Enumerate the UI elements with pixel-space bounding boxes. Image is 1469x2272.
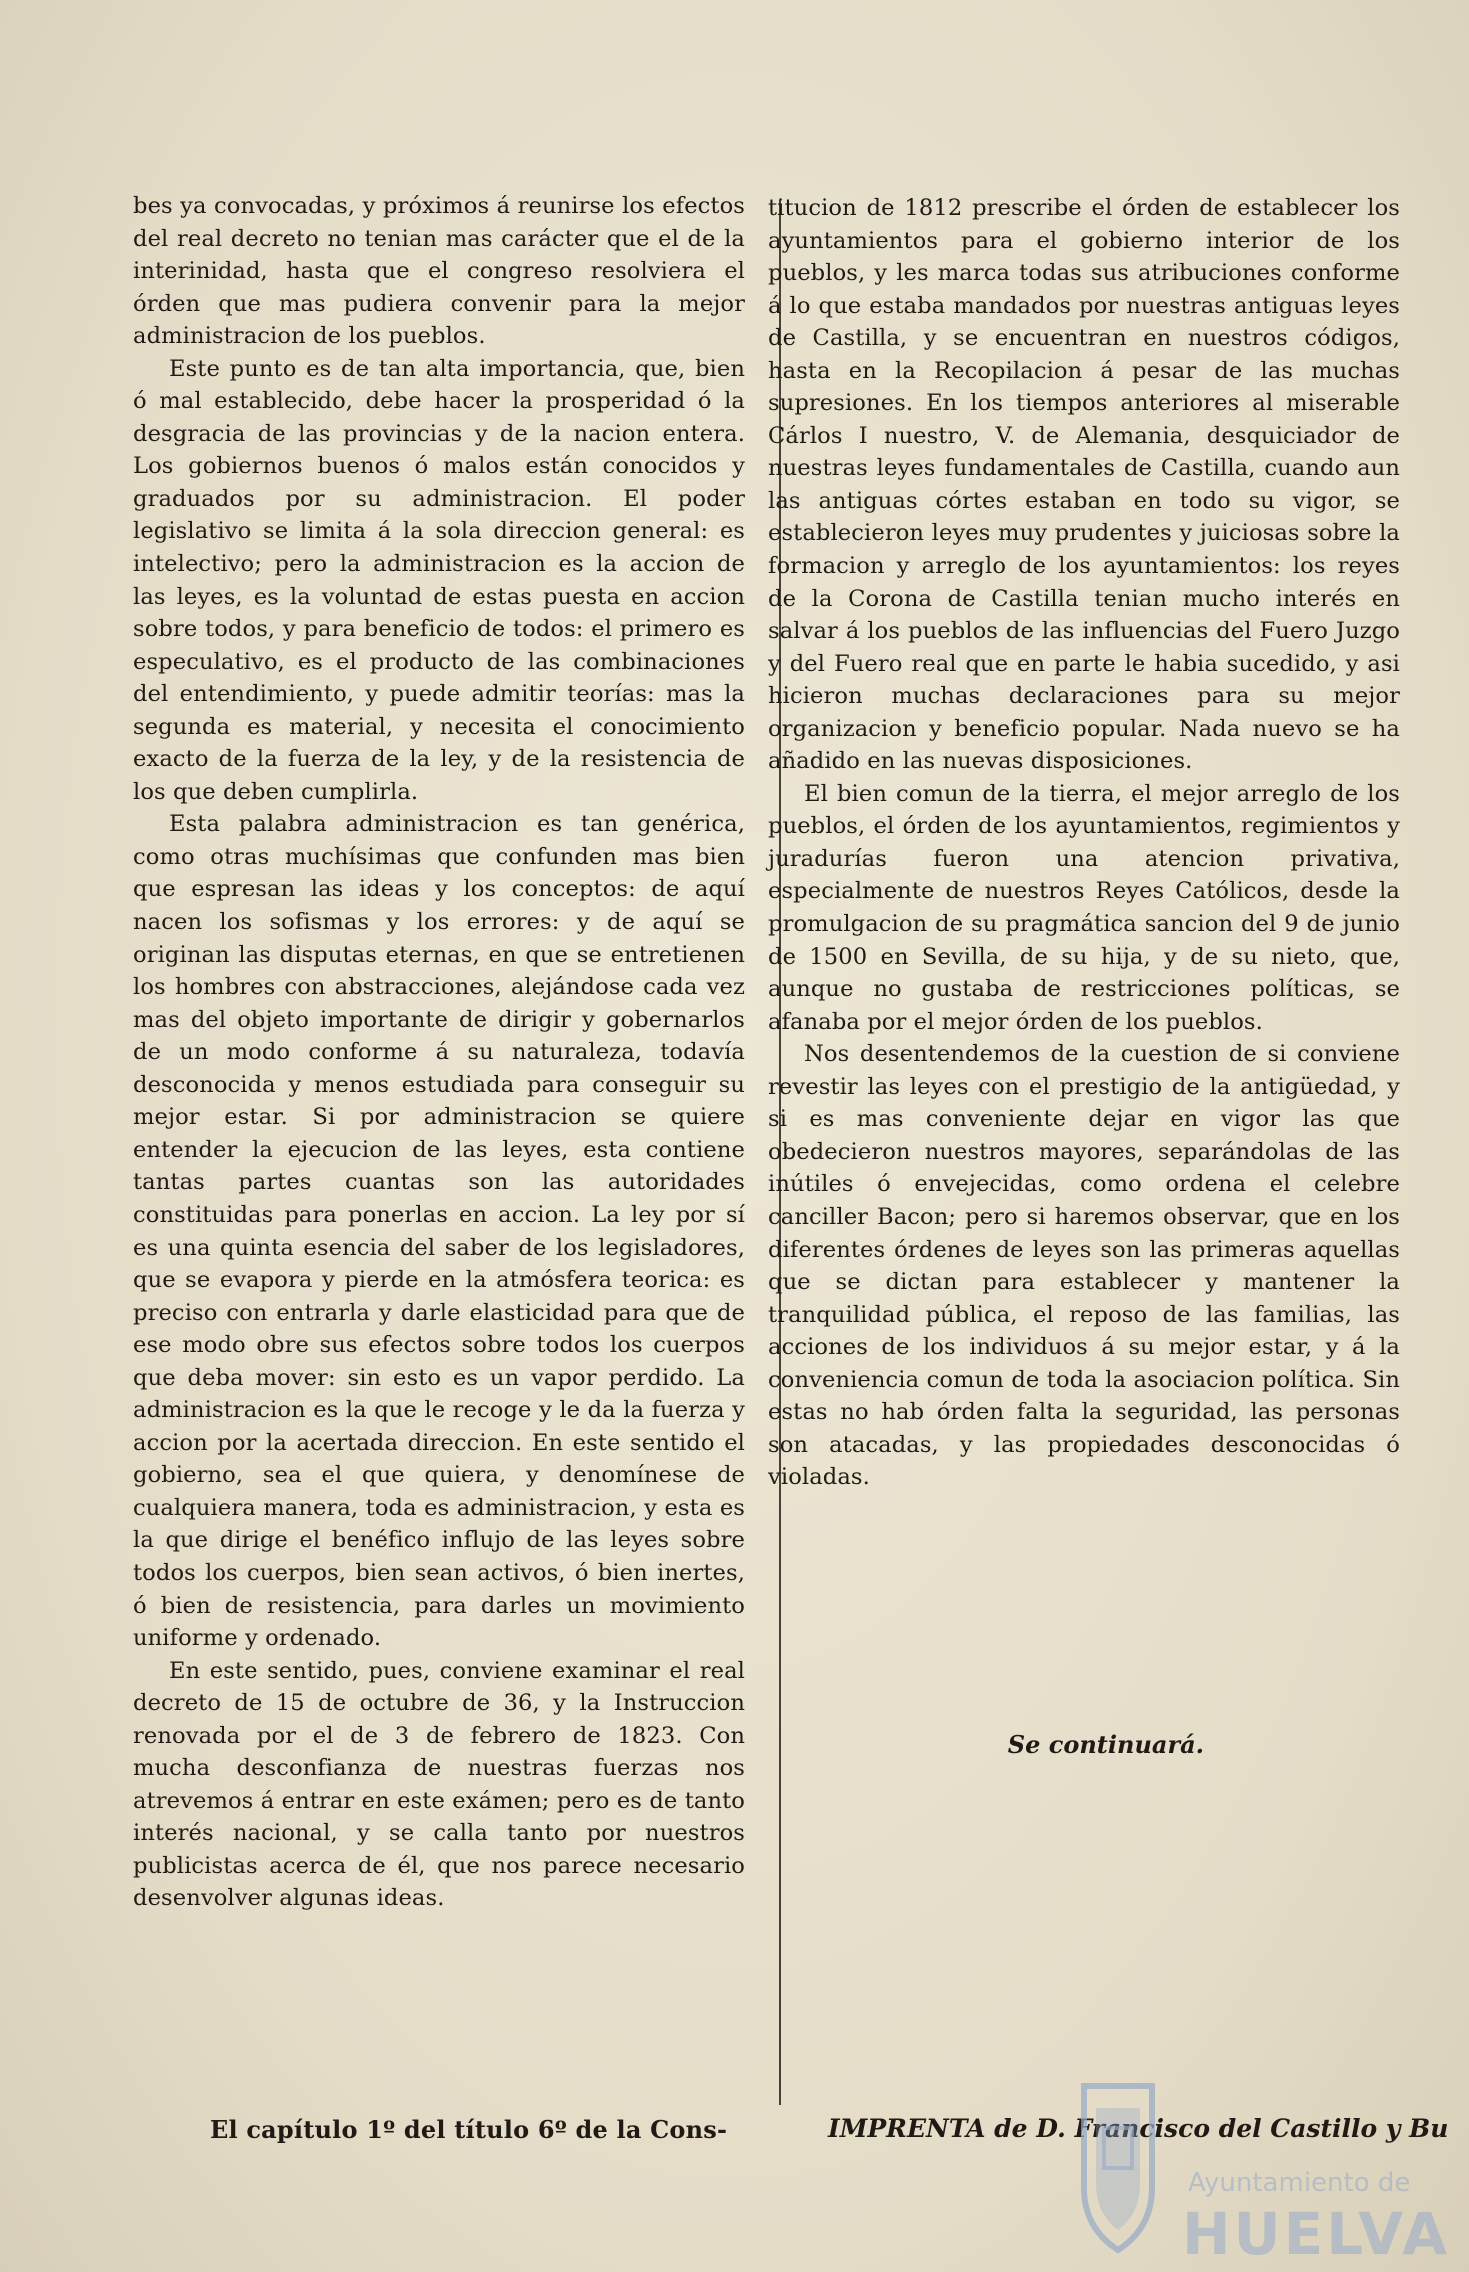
paragraph: Nos desentendemos de la cuestion de si conviene revestir las leyes con el prestigio de la antigüedad, y si es mas conveniente dejar en vigor las que obedecieron nuestros mayores, separándolas de las inútiles ó envejecidas, como ordena el celebre canciller Bacon; pero si haremos observar, que en los diferentes órdenes de leyes son las primeras aquellas que se dictan para establecer y mantener la tranquilidad pública, el reposo de las familias, las acciones de los individuos á su mejor estar, y á la conveniencia comun de toda la asociacion política. Sin estas no hab órden falta la seguridad, las personas son atacadas, y las propiedades desconocidas ó violadas. [768, 1041, 1400, 1491]
continuation-note: Se continuará. [1007, 1730, 1204, 1759]
left-column [133, 190, 745, 1915]
library-watermark [1062, 2078, 1451, 2268]
left-column-tail: El capítulo 1º del título 6º de la Cons- [210, 2115, 728, 2144]
paragraph: titucion de 1812 prescribe el órden de establecer los ayuntamientos para el gobierno interior de los pueblos, y les marca todas sus atribuciones conforme á lo que estaba mandados por nuestras antiguas leyes de Castilla, y se encuentran en nuestros códigos, hasta en la Recopilacion á pesar de las muchas supresiones. En los tiempos anteriores al miserable Cárlos I nuestro, V. de Alemania, desquiciador de nuestras leyes fundamentales de Castilla, cuando aun las antiguas córtes estaban en todo su vigor, se establecieron leyes muy prudentes y juiciosas sobre la formacion y arreglo de los ayuntamientos: los reyes de la Corona de Castilla tenian mucho interés en salvar á los pueblos de las influencias del Fuero Juzgo y del Fuero real que en parte le habia sucedido, y asi hicieron muchas declaraciones para su mejor organizacion y beneficio popular. Nada nuevo se ha añadido en las nuevas disposiciones. [768, 195, 1400, 775]
paragraph: Esta palabra administracion es tan genérica, como otras muchísimas que confunden mas bien que espresan las ideas y los conceptos: de aquí nacen los sofismas y los errores: y de aquí se originan las disputas eternas, en que se entretienen los hombres con abstracciones, alejándose cada vez mas del objeto importante de dirigir y gobernarlos de un modo conforme á su naturaleza, todavía desconocida y menos estudiada para conseguir su mejor estar. Si por administracion se quiere entender la ejecucion de las leyes, esta contiene tantas partes cuantas son las autoridades constituidas para ponerlas en accion. La ley por sí es una quinta esencia del saber de los legisladores, que se evapora y pierde en la atmósfera teorica: es preciso con entrarla y darle elasticidad para que de ese modo obre sus efectos sobre todos los cuerpos que deba mover: sin esto es un vapor perdido. La administracion es la que le recoge y le da la fuerza y accion por la acertada direccion. En este sentido el gobierno, sea el que quiera, y denomínese de cualquiera manera, toda es administracion, y esta es la que dirige el benéfico influjo de las leyes sobre todos los cuerpos, bien sean activos, ó bien inertes, ó bien de resistencia, para darles un movimiento uniforme y ordenado. [133, 811, 745, 1652]
city-shield-icon [1070, 2078, 1166, 2256]
paragraph: bes ya convocadas, y próximos á reunirse los efectos del real decreto no tenian mas carácter que el de la interinidad, hasta que el congreso resolviera el órden que mas pudiera convenir para la mejor administracion de los pueblos. [133, 193, 745, 350]
watermark-line2: HUELVA [1182, 2200, 1451, 2268]
printer-imprint: IMPRENTA de D. Francisco del Castillo y Bu [828, 2114, 1449, 2143]
paragraph: El bien comun de la tierra, el mejor arreglo de los pueblos, el órden de los ayuntamientos, regimientos y juradurías fueron una atencion privativa, especialmente de nuestros Reyes Católicos, desde la promulgacion de su pragmática sancion del 9 de junio de 1500 en Sevilla, de su hija, y de su nieto, que, aunque no gustaba de restricciones políticas, se afanaba por el mejor órden de los pueblos. [768, 780, 1400, 1035]
paragraph: Este punto es de tan alta importancia, que, bien ó mal establecido, debe hacer la prosperidad ó la desgracia de las provincias y de la nacion entera. Los gobiernos buenos ó malos están conocidos y graduados por su administracion. El poder legislativo se limita á la sola direccion general: es intelectivo; pero la administracion es la accion de las leyes, es la voluntad de estas puesta en accion sobre todos, y para beneficio de todos: el primero es especulativo, es el producto de las combinaciones del entendimiento, y puede admitir teorías: mas la segunda es material, y necesita el conocimiento exacto de la fuerza de la ley, y de la resistencia de los que deben cumplirla. [133, 355, 745, 805]
watermark-line1: Ayuntamiento de [1188, 2168, 1411, 2198]
paragraph: En este sentido, pues, conviene examinar el real decreto de 15 de octubre de 36, y la Instruccion renovada por el de 3 de febrero de 1823. Con mucha desconfianza de nuestras fuerzas nos atrevemos á entrar en este exámen; pero es de tanto interés nacional, y se calla tanto por nuestros publicistas acerca de él, que nos parece necesario desenvolver algunas ideas. [133, 1657, 745, 1912]
right-column [768, 192, 1400, 1494]
